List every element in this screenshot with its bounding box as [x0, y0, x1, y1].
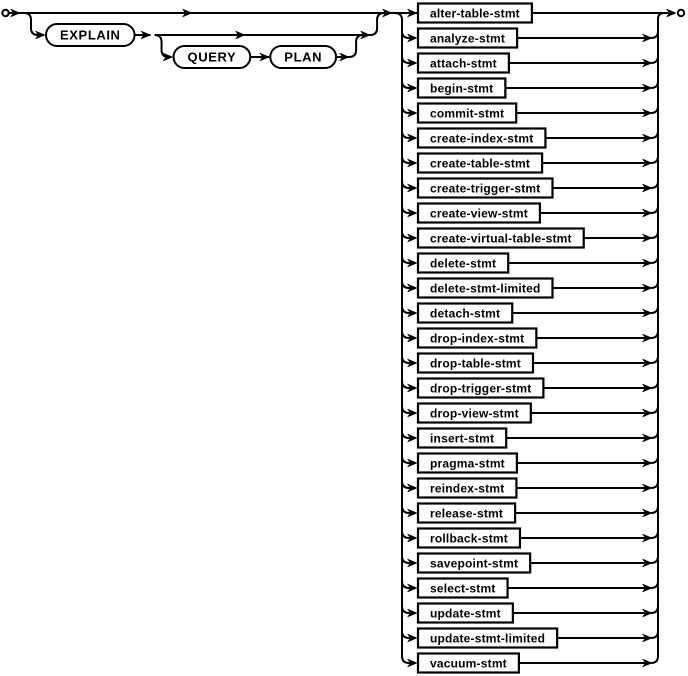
keyword-label: PLAN: [284, 49, 323, 65]
connector-curve: [651, 181, 658, 188]
connector-curve: [155, 35, 162, 42]
connector-curve: [24, 13, 31, 20]
nonterminal-label: detach-stmt: [430, 306, 501, 321]
nonterminal-label: delete-stmt: [430, 256, 497, 271]
nonterminal-label: reindex-stmt: [430, 481, 505, 496]
branch-vacuum-stmt[interactable]: [418, 654, 519, 673]
connector-curve: [651, 406, 658, 413]
nonterminal-label: create-table-stmt: [430, 156, 531, 171]
connector-curve: [651, 606, 658, 613]
branch-insert-stmt[interactable]: [418, 429, 506, 448]
branch-alter-table-stmt[interactable]: [418, 4, 532, 23]
branch-pragma-stmt[interactable]: [418, 454, 517, 473]
branch-create-index-stmt[interactable]: [418, 129, 545, 148]
connector-curve: [651, 481, 658, 488]
branch-create-table-stmt[interactable]: [418, 154, 542, 173]
nonterminal-label: rollback-stmt: [430, 531, 508, 546]
end-terminal: [678, 10, 684, 16]
connector-curve: [370, 28, 377, 35]
keyword-label: EXPLAIN: [60, 27, 121, 43]
nonterminal-label: drop-trigger-stmt: [430, 381, 532, 396]
connector-curve: [651, 206, 658, 213]
branch-delete-stmt[interactable]: [418, 254, 508, 273]
connector-curve: [651, 656, 658, 663]
nonterminal-label: insert-stmt: [430, 431, 495, 446]
nonterminal-label: update-stmt: [430, 606, 501, 621]
nonterminal-label: vacuum-stmt: [430, 656, 507, 671]
nonterminal-label: drop-index-stmt: [430, 331, 525, 346]
nonterminal-label: pragma-stmt: [430, 456, 505, 471]
connector-curve: [651, 581, 658, 588]
branch-create-virtual-table-stmt[interactable]: [418, 229, 584, 248]
branch-select-stmt[interactable]: [418, 579, 508, 598]
branch-create-view-stmt[interactable]: [418, 204, 540, 223]
connector-curve: [651, 81, 658, 88]
nonterminal-label: drop-view-stmt: [430, 406, 519, 421]
connector-curve: [651, 356, 658, 363]
start-terminal: [2, 10, 8, 16]
connector-curve: [651, 131, 658, 138]
branch-update-stmt-limited[interactable]: [418, 629, 557, 648]
branch-begin-stmt[interactable]: [418, 79, 505, 98]
connector-curve: [651, 331, 658, 338]
connector-curve: [651, 456, 658, 463]
nonterminal-label: delete-stmt-limited: [430, 281, 541, 296]
connector-curve: [349, 50, 356, 57]
nonterminal-label: begin-stmt: [430, 81, 494, 96]
connector-curve: [651, 556, 658, 563]
connector-curve: [651, 281, 658, 288]
connector-curve: [651, 506, 658, 513]
nonterminal-label: create-trigger-stmt: [430, 181, 541, 196]
nonterminal-label: savepoint-stmt: [430, 556, 519, 571]
nonterminal-label: commit-stmt: [430, 106, 505, 121]
branch-drop-view-stmt[interactable]: [418, 404, 531, 423]
keyword-label: QUERY: [187, 49, 237, 65]
branch-delete-stmt-limited[interactable]: [418, 279, 552, 298]
keyword-plan: [270, 46, 336, 68]
connectors: [9, 9, 676, 667]
nonterminal-label: create-view-stmt: [430, 206, 528, 221]
nonterminal-label: update-stmt-limited: [430, 631, 546, 646]
branch-savepoint-stmt[interactable]: [418, 554, 530, 573]
branch-drop-table-stmt[interactable]: [418, 354, 533, 373]
nonterminal-label: alter-table-stmt: [430, 6, 520, 21]
connector-curve: [651, 156, 658, 163]
connector-curve: [651, 531, 658, 538]
branch-drop-trigger-stmt[interactable]: [418, 379, 543, 398]
branch-attach-stmt[interactable]: [418, 54, 509, 73]
connector-curve: [651, 431, 658, 438]
connector-curve: [395, 13, 402, 20]
nonterminal-label: analyze-stmt: [430, 31, 506, 46]
branch-update-stmt[interactable]: [418, 604, 513, 623]
nonterminal-label: create-index-stmt: [430, 131, 534, 146]
connector-curve: [651, 31, 658, 38]
connector-curve: [651, 306, 658, 313]
connector-curve: [651, 231, 658, 238]
connector-curve: [651, 631, 658, 638]
branch-drop-index-stmt[interactable]: [418, 329, 536, 348]
connector-curve: [651, 106, 658, 113]
connector-curve: [651, 256, 658, 263]
connector-curve: [651, 381, 658, 388]
branch-commit-stmt[interactable]: [418, 104, 516, 123]
nonterminal-label: create-virtual-table-stmt: [430, 231, 572, 246]
branch-create-trigger-stmt[interactable]: [418, 179, 553, 198]
nonterminal-label: select-stmt: [430, 581, 496, 596]
branch-detach-stmt[interactable]: [418, 304, 512, 323]
branch-release-stmt[interactable]: [418, 504, 515, 523]
keyword-explain: [46, 24, 135, 46]
nonterminal-label: drop-table-stmt: [430, 356, 521, 371]
keyword-query: [174, 46, 251, 68]
nonterminal-label: release-stmt: [430, 506, 504, 521]
branch-analyze-stmt[interactable]: [418, 29, 517, 48]
branch-rollback-stmt[interactable]: [418, 529, 520, 548]
connector-curve: [651, 56, 658, 63]
nonterminal-label: attach-stmt: [430, 56, 497, 71]
branch-reindex-stmt[interactable]: [418, 479, 516, 498]
